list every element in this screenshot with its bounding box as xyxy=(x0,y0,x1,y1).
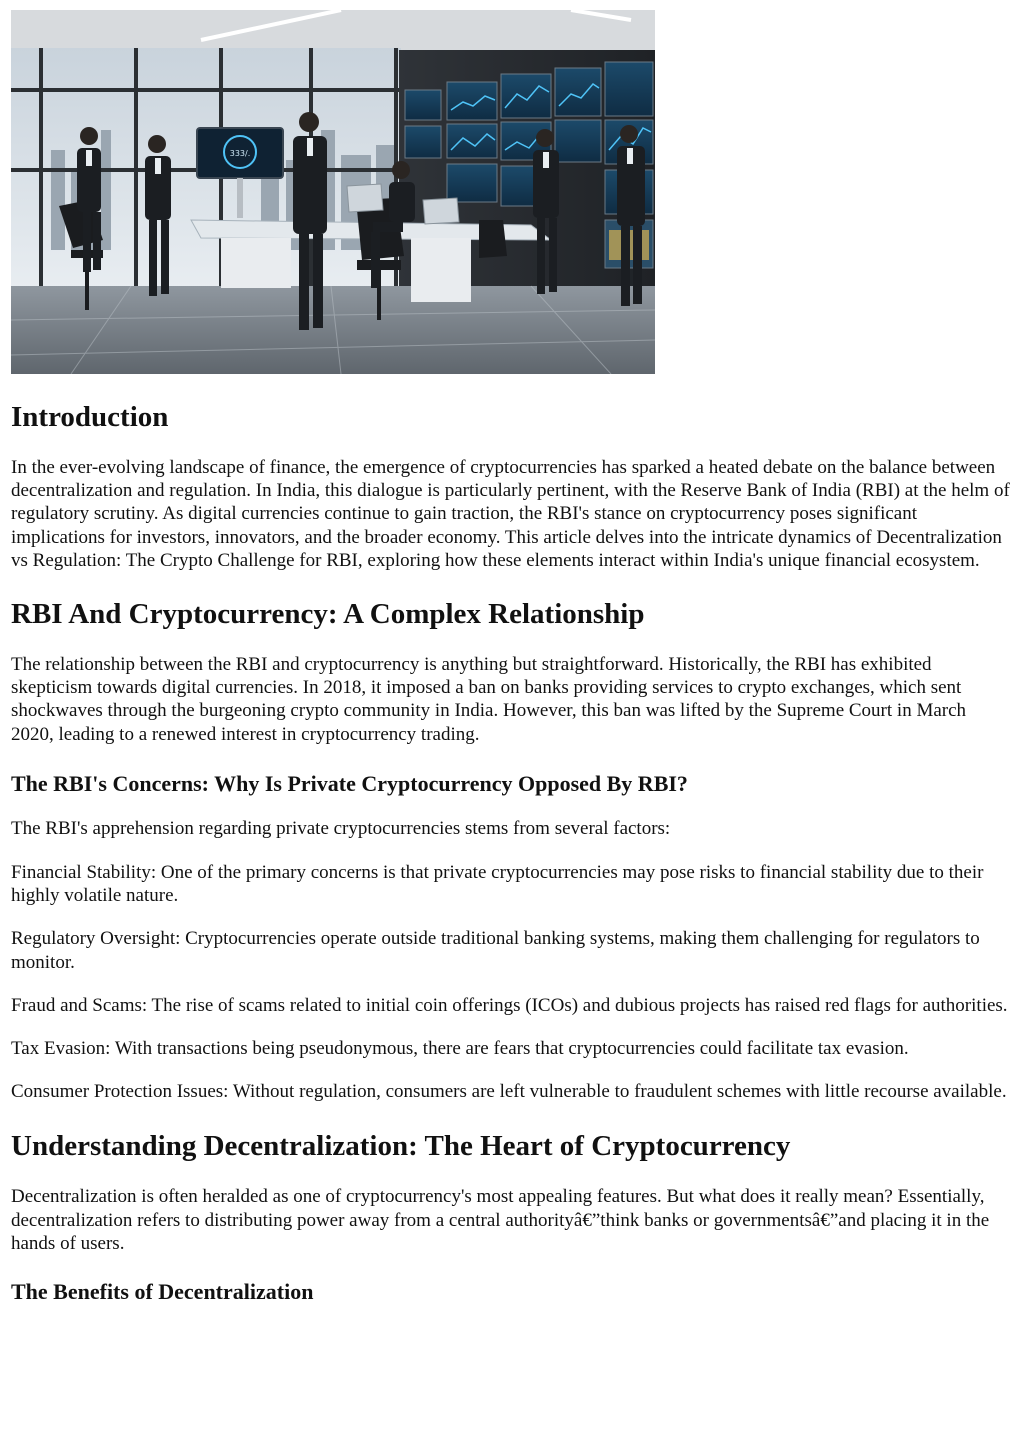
benefits-heading: The Benefits of Decentralization xyxy=(11,1279,314,1305)
concern-item-fraud-scams: Fraud and Scams: The rise of scams related to initial coin offerings (ICOs) and dubious projects has raised red flags for authorities. xyxy=(11,994,1008,1016)
monitor-text: 333/. xyxy=(229,149,251,158)
introduction-paragraph: In the ever-evolving landscape of finance, the emergence of cryptocurrencies has sparked a heated debate on the balance between decentralization and regulation. In India, this dialogue is particularly pertinent, with the Reserve Bank of India (RBI) at the helm of regulatory scrutiny. As digital currencies continue to gain traction, the RBI's stance on cryptocurrency poses significant implications for investors, innovators, and the broader economy. This article delves into the intricate dynamics of Decentralization vs Regulation: The Crypto Challenge for RBI, exploring how these elements interact within India's unique financial ecosystem. xyxy=(11,457,1010,571)
article-page xyxy=(11,10,1013,1305)
rbi-relationship-heading: RBI And Cryptocurrency: A Complex Relationship xyxy=(11,598,645,631)
rbi-concerns-intro: The RBI's apprehension regarding private cryptocurrencies stems from several factors: xyxy=(11,817,671,839)
rbi-concerns-heading: The RBI's Concerns: Why Is Private Cryptocurrency Opposed By RBI? xyxy=(11,770,688,796)
introduction-heading: Introduction xyxy=(11,401,169,433)
concern-item-regulatory-oversight: Regulatory Oversight: Cryptocurrencies operate outside traditional banking systems, making them challenging for regulators to monitor. xyxy=(11,928,980,973)
decentralization-heading: Understanding Decentralization: The Heart of Cryptocurrency xyxy=(11,1130,791,1163)
rbi-relationship-paragraph: The relationship between the RBI and cryptocurrency is anything but straightforward. Historically, the RBI has exhibited skepticism towards digital currencies. In 2018, it imposed a ban on banks providing services to crypto exchanges, which sent shockwaves through the burgeoning crypto community in India. However, this ban was lifted by the Supreme Court in March 2020, leading to a renewed interest in cryptocurrency trading. xyxy=(11,654,967,745)
office-crypto-trading-scene-image xyxy=(11,10,655,374)
hero-image xyxy=(11,10,655,374)
concern-item-financial-stability: Financial Stability: One of the primary concerns is that private cryptocurrencies may pose risks to financial stability due to their highly volatile nature. xyxy=(11,862,984,907)
concern-item-consumer-protection: Consumer Protection Issues: Without regulation, consumers are left vulnerable to fraudulent schemes with little recourse available. xyxy=(11,1081,1007,1103)
concern-item-tax-evasion: Tax Evasion: With transactions being pseudonymous, there are fears that cryptocurrencies could facilitate tax evasion. xyxy=(11,1038,909,1060)
decentralization-paragraph: Decentralization is often heralded as one of cryptocurrency's most appealing features. But what does it really mean? Essentially, decentralization refers to distributing power away from a central authorityâ€”think banks or governmentsâ€”and placing it in the hands of users. xyxy=(11,1186,990,1254)
